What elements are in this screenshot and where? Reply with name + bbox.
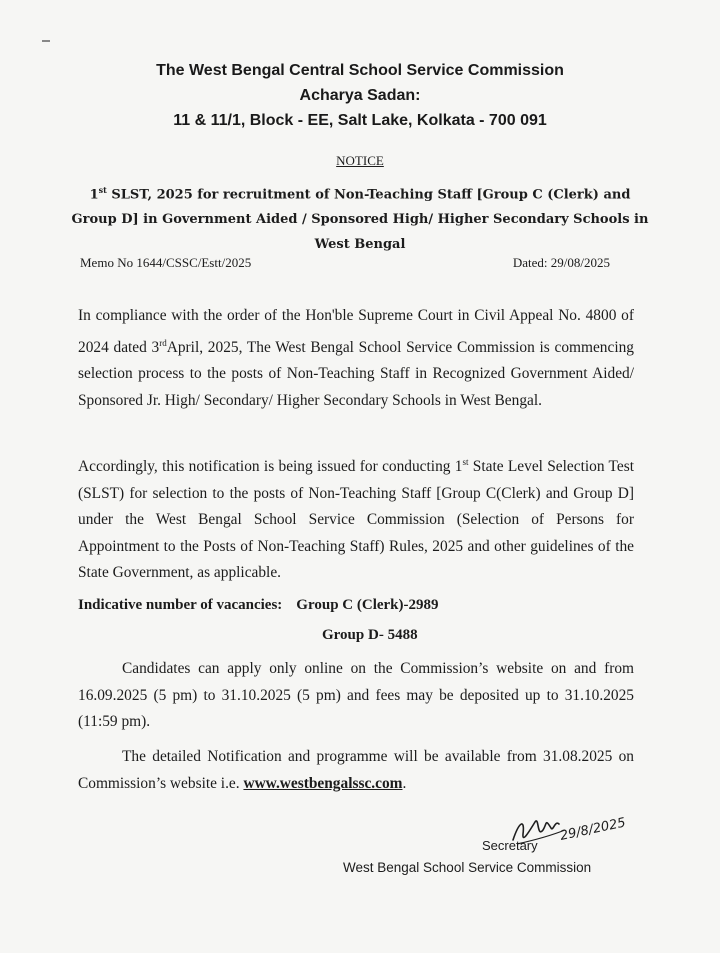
vacancies-line <box>78 597 439 614</box>
memo-row <box>80 255 610 271</box>
signatory-organisation: West Bengal School Service Commission <box>343 860 592 875</box>
subject-ordinal: 1 <box>89 187 99 203</box>
vacancies-label: Indicative number of vacancies: <box>78 597 283 613</box>
memo-number: Memo No 1644/CSSC/Estt/2025 <box>80 255 252 270</box>
paragraph-text: April, 2025, The West Bengal School Service Commission is commencing selection process to the posts of Non-Teaching Staff in Recognized Government Aided/ Sponsored Jr. High/ Secondary/ Higher Secondary Schools in West Bengal. <box>78 338 634 409</box>
building-name: Acharya Sadan: <box>299 87 421 104</box>
subject-ordinal-suffix: st <box>98 185 107 195</box>
group-d-vacancies: Group D- 5488 <box>322 627 418 643</box>
signatory-designation: Secretary <box>482 838 538 853</box>
notice-date: Dated: 29/08/2025 <box>512 255 610 270</box>
paragraph-text: The detailed Notification and programme will be available from 31.08.2025 on Commission’s website i.e. <box>78 748 634 792</box>
paragraph-website <box>78 744 634 797</box>
group-c-vacancies: Group C (Clerk)-2989 <box>296 597 439 613</box>
subject-text: SLST, 2025 for recruitment of Non-Teaching Staff [Group C (Clerk) and Group D] in Government Aided / Sponsored High/ Higher Secondary Schools in West Bengal <box>71 187 649 253</box>
svg-text:29/8/2025: 29/8/2025 <box>558 815 628 844</box>
website-link[interactable]: www.westbengalssc.com <box>243 774 403 792</box>
paragraph-text: In compliance with the order of the Hon'ble Supreme Court in Civil Appeal No. 4800 of 2024 dated 3 <box>78 307 634 356</box>
scan-mark <box>42 40 50 42</box>
ordinal-suffix: st <box>462 457 469 467</box>
ordinal-suffix: rd <box>159 337 167 348</box>
paragraph-notification <box>78 449 634 587</box>
notice-subject <box>70 178 650 257</box>
notice-title: NOTICE <box>336 153 384 168</box>
commission-name: The West Bengal Central School Service Commission <box>156 62 564 79</box>
paragraph-compliance <box>78 303 634 414</box>
paragraph-text: Accordingly, this notification is being issued for conducting 1 <box>78 458 463 476</box>
paragraph-application-dates: Candidates can apply only online on the Commission’s website on and from 16.09.2025 (5 pm) to 31.10.2025 (5 pm) and fees may be deposited up to 31.10.2025 (11:59 pm). <box>78 660 634 730</box>
paragraph-text: . <box>402 774 407 792</box>
paragraph-text: State Level Selection Test (SLST) for selection to the posts of Non-Teaching Staff [Group C(Clerk) and Group D] under the West Bengal School Service Commission (Selection of Persons for Appointment to the Posts of Non-Teaching Staff) Rules, 2025 and other guidelines of the State Government, as applicable. <box>78 458 634 582</box>
address: 11 & 11/1, Block - EE, Salt Lake, Kolkata - 700 091 <box>173 112 547 129</box>
